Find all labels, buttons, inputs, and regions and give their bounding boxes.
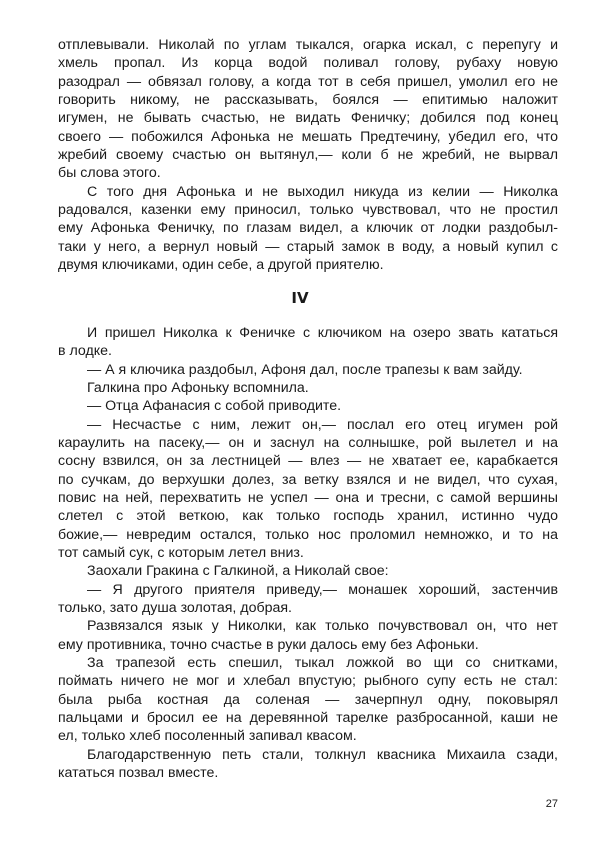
paragraph xyxy=(58,416,558,563)
text-line: — Я другого приятеля приведу,— монашек хороший, застенчив xyxy=(87,581,558,598)
paragraph xyxy=(58,36,558,183)
text-line: только, зато душа золотая, добрая. xyxy=(58,599,293,616)
paragraph xyxy=(58,746,558,783)
text-line: слетел с этой веткою, как только господь хранил, истинно чудо xyxy=(58,508,558,525)
text-line: кататься позвал вместе. xyxy=(58,764,219,781)
text-line: жребий своему счастью он вытянул,— коли б не жребий, не вырвал xyxy=(58,146,558,163)
text-line: говорить никому, не рассказывать, боялся — епитимью наложит xyxy=(58,91,558,108)
text-line: двумя ключиками, один себе, а другой приятелю. xyxy=(58,256,384,273)
text-line: отплевывали. Николай по углам тыкался, огарка искал, с перепугу и xyxy=(58,37,558,53)
text-line: повис на ней, перехватить не успел — она и тресни, с самой вершины xyxy=(58,489,558,506)
text-line: караулить на пасеку,— он и заснул на солнышке, рой вылетел и на xyxy=(58,434,558,451)
text-line: таки у него, а вернул новый — старый замок в воду, а новый купил с xyxy=(58,238,558,255)
paragraph xyxy=(58,581,558,618)
text-line: — А я ключика раздобыл, Афоня дал, после трапезы к вам зайду. xyxy=(87,361,523,378)
text-line: божие,— невредим остался, только нос проломил немножко, и то на xyxy=(58,526,558,543)
text-line: сосну взвился, он за лестницей — влез — не хватает ее, карабкается xyxy=(58,453,558,470)
paragraph xyxy=(58,324,558,361)
paragraph xyxy=(58,654,558,746)
text-line: И пришел Николка к Феничке с ключиком на озеро звать кататься xyxy=(87,325,558,341)
text-line: Галкина про Афоньку вспомнила. xyxy=(87,379,309,396)
text-line: была рыба костная да соленая — зачерпнул одну, поковырял xyxy=(58,691,558,708)
paragraph xyxy=(58,397,558,415)
paragraph xyxy=(58,617,558,654)
text-line: в лодке. xyxy=(58,343,112,360)
text-line: — Отца Афанасия с собой приводите. xyxy=(87,398,342,415)
text-line: С того дня Афонька и не выходил никуда из келии — Николка xyxy=(87,183,558,200)
text-line: пальцами и бросил ее на деревянной тарелке разбросанной, каши не xyxy=(58,709,558,726)
paragraph xyxy=(58,562,558,580)
paragraph xyxy=(58,183,558,275)
chapter-heading: IV xyxy=(291,289,309,307)
text-line: своего — побожился Афонька не мешать Предтечину, убедил его, что xyxy=(58,128,558,145)
paragraph xyxy=(58,379,558,397)
text-line: Заохали Гракина с Галкиной, а Николай свое: xyxy=(87,563,389,580)
text-section-1 xyxy=(58,36,558,274)
text-line: Благодарственную петь стали, толкнул квасника Михаила сзади, xyxy=(87,746,558,763)
text-line: — Несчастье с ним, лежит он,— послал его отец игумен рой xyxy=(87,416,558,433)
text-line: поймать ничего не мог и хлебал впустую; рыбного супу есть не стал: xyxy=(58,673,558,690)
page-number: 27 xyxy=(545,798,558,810)
text-line: За трапезой есть спешил, тыкал ложкой во щи со снитками, xyxy=(87,654,558,671)
text-line: по сучкам, до верхушки долез, за ветку взялся и не видел, что сухая, xyxy=(58,471,558,488)
text-line: бы слова этого. xyxy=(58,165,161,182)
text-section-2 xyxy=(58,324,558,782)
text-line: ему противника, точно счастье в руки далось ему без Афоньки. xyxy=(58,636,479,653)
text-line: хмель пропал. Из корца водой поливал голову, рубаху новую xyxy=(58,55,558,72)
text-line: игумен, не бывать счастью, не видать Феничку; добился под конец xyxy=(58,110,558,127)
text-line: разодрал — обвязал голову, а когда тот в себя пришел, умолил его не xyxy=(58,73,558,90)
text-line: Развязался язык у Николки, как только почувствовал он, что нет xyxy=(87,618,558,635)
text-line: радовался, казенки ему приносил, только чувствовал, что не простил xyxy=(58,201,558,218)
text-line: ему Афонька Феничку, по глазам видел, а ключик от лодки раздобыл- xyxy=(58,220,558,237)
text-line: тот самый сук, с которым летел вниз. xyxy=(58,544,304,561)
text-line: ел, только хлеб посоленный запивал квасом. xyxy=(58,728,357,745)
paragraph xyxy=(58,361,558,379)
